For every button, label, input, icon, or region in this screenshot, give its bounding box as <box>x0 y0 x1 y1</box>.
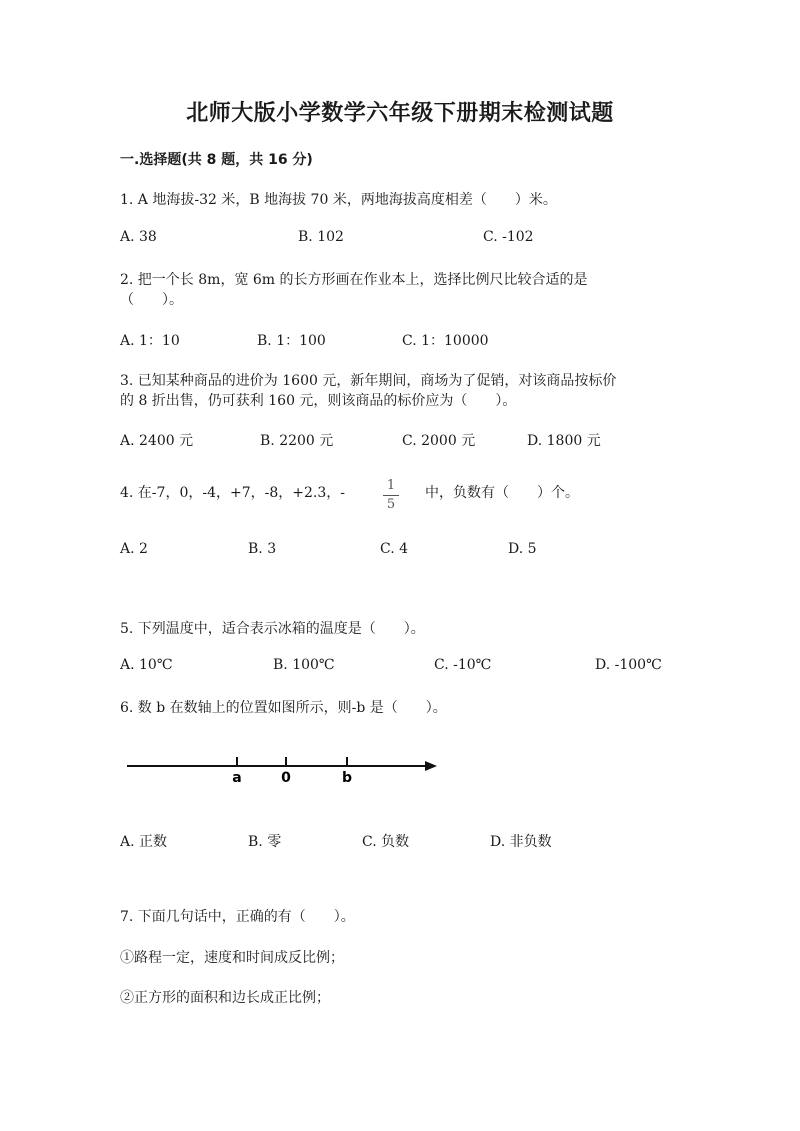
question-1-text: 1. A 地海拔-32 米，B 地海拔 70 米，两地海拔高度相差（ ）米。 <box>120 192 557 208</box>
question-1-option-c: C. -102 <box>483 229 534 245</box>
question-7-item-1: ①路程一定，速度和时间成反比例； <box>120 950 344 966</box>
question-1-option-b: B. 102 <box>298 229 344 245</box>
page-title: 北师大版小学数学六年级下册期末检测试题 <box>186 101 614 126</box>
question-3-option-b: B. 2200 元 <box>260 433 334 449</box>
question-4-option-c: C. 4 <box>380 541 409 557</box>
question-4-text-after: 中，负数有（ ）个。 <box>425 485 579 501</box>
label-a: a <box>232 770 242 786</box>
question-2-option-a: A. 1：10 <box>120 333 180 349</box>
label-zero: 0 <box>281 770 291 786</box>
section-heading: 一.选择题(共 8 题，共 16 分) <box>120 152 313 168</box>
question-2-text-line1: 2. 把一个长 8m，宽 6m 的长方形画在作业本上，选择比例尺比较合适的是 <box>120 272 588 288</box>
question-4-option-b: B. 3 <box>248 541 277 557</box>
question-1-option-a: A. 38 <box>120 229 157 245</box>
question-6-option-c: C. 负数 <box>362 834 410 850</box>
question-4-option-d: D. 5 <box>508 541 537 557</box>
question-3-option-a: A. 2400 元 <box>120 433 194 449</box>
question-3-text-line2: 的 8 折出售，仍可获利 160 元，则该商品的标价应为（ ）。 <box>120 393 517 409</box>
question-5-option-b: B. 100℃ <box>273 657 335 673</box>
fraction-one-fifth <box>383 478 399 513</box>
question-6-option-d: D. 非负数 <box>490 834 552 850</box>
question-6-option-a: A. 正数 <box>120 834 168 850</box>
question-7-item-2: ②正方形的面积和边长成正比例； <box>120 990 330 1006</box>
question-5-option-a: A. 10℃ <box>120 657 173 673</box>
label-b: b <box>341 770 353 786</box>
question-6-text: 6. 数 b 在数轴上的位置如图所示，则-b 是（ ）。 <box>120 700 447 716</box>
question-5-text: 5. 下列温度中，适合表示冰箱的温度是（ ）。 <box>120 621 425 637</box>
question-7-text: 7. 下面几句话中，正确的有（ ）。 <box>120 909 355 925</box>
fraction-denominator: 5 <box>386 497 396 512</box>
question-3-option-d: D. 1800 元 <box>527 433 601 449</box>
question-5-option-c: C. -10℃ <box>434 657 492 673</box>
question-2-text-line2: （ ）。 <box>120 292 183 308</box>
question-2-option-c: C. 1：10000 <box>402 333 489 349</box>
number-line-figure <box>125 752 445 788</box>
question-3-option-c: C. 2000 元 <box>402 433 476 449</box>
fraction-bar <box>383 495 399 496</box>
question-3-text-line1: 3. 已知某种商品的进价为 1600 元，新年期间，商场为了促销，对该商品按标价 <box>120 373 617 389</box>
fraction-numerator: 1 <box>386 478 396 493</box>
question-5-option-d: D. -100℃ <box>595 657 662 673</box>
question-2-option-b: B. 1：100 <box>257 333 326 349</box>
question-6-option-b: B. 零 <box>248 834 282 850</box>
question-4-text: 4. 在-7，0，-4，+7，-8，+2.3，- <box>120 485 345 501</box>
number-line-arrow <box>425 761 437 771</box>
question-4-option-a: A. 2 <box>120 541 148 557</box>
